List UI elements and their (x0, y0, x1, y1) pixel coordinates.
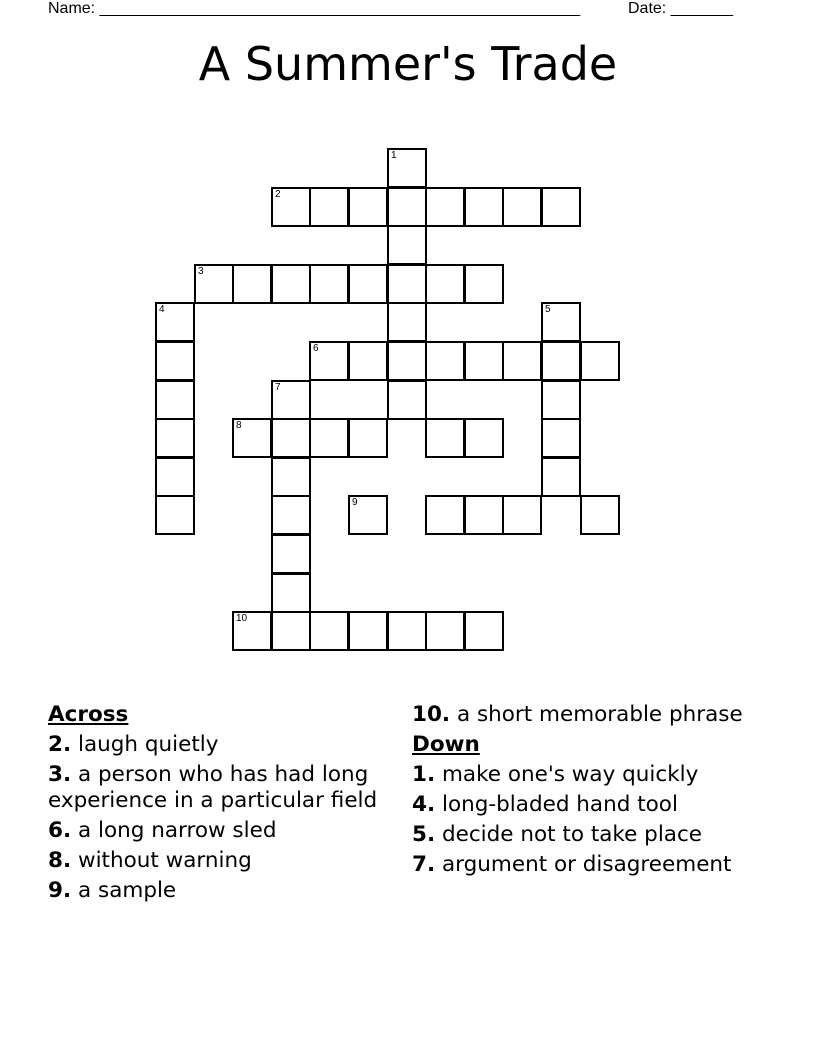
grid-cell[interactable] (387, 341, 427, 381)
name-field-label[interactable]: Name: ______________________________________________________ (48, 0, 581, 17)
grid-cell-3[interactable] (194, 264, 234, 304)
clue-number-label: 5 (545, 304, 551, 315)
clue-text: a person who has had long experience in a particular field (48, 762, 378, 813)
clues-column-left (48, 702, 388, 908)
clue-across-2 (48, 732, 388, 758)
grid-cell[interactable] (155, 495, 195, 535)
grid-cell-8[interactable] (232, 418, 272, 458)
clue-text: a sample (77, 878, 177, 903)
clue-number-label: 7 (275, 382, 281, 393)
clue-number: 3. (48, 762, 72, 787)
clue-number-label: 10 (236, 613, 248, 624)
across-heading: Across (48, 702, 129, 727)
grid-cell-5[interactable] (541, 302, 581, 342)
clue-number: 5. (412, 822, 436, 847)
grid-cell[interactable] (464, 611, 504, 651)
clue-number: 4. (412, 792, 436, 817)
grid-cell[interactable] (541, 418, 581, 458)
grid-cell[interactable] (387, 264, 427, 304)
grid-cell[interactable] (425, 418, 465, 458)
clue-number: 10. (412, 702, 451, 727)
grid-cell-10[interactable] (232, 611, 272, 651)
grid-cell[interactable] (232, 264, 272, 304)
clue-down-4 (412, 792, 762, 818)
grid-cell[interactable] (387, 380, 427, 420)
grid-cell[interactable] (155, 341, 195, 381)
grid-cell[interactable] (271, 534, 311, 574)
grid-cell[interactable] (387, 611, 427, 651)
clue-text: laugh quietly (77, 732, 219, 757)
grid-cell[interactable] (541, 341, 581, 381)
grid-cell-2[interactable] (271, 187, 311, 227)
clue-down-5 (412, 822, 762, 848)
grid-cell[interactable] (464, 341, 504, 381)
clue-text: a short memorable phrase (456, 702, 743, 727)
clue-number: 6. (48, 818, 72, 843)
grid-cell[interactable] (425, 611, 465, 651)
clue-text: argument or disagreement (441, 852, 732, 877)
grid-cell[interactable] (348, 264, 388, 304)
clue-number-label: 6 (313, 343, 319, 354)
clue-number: 8. (48, 848, 72, 873)
grid-cell[interactable] (309, 264, 349, 304)
grid-cell[interactable] (309, 611, 349, 651)
grid-cell[interactable] (502, 341, 542, 381)
grid-cell[interactable] (271, 418, 311, 458)
clue-across-9 (48, 878, 388, 904)
grid-cell[interactable] (271, 264, 311, 304)
grid-cell-9[interactable] (348, 495, 388, 535)
clue-number: 9. (48, 878, 72, 903)
down-heading: Down (412, 732, 480, 757)
grid-cell[interactable] (271, 457, 311, 497)
clue-number-label: 2 (275, 189, 281, 200)
grid-cell[interactable] (464, 495, 504, 535)
clue-number-label: 1 (391, 150, 397, 161)
date-field-label[interactable]: Date: _______ (628, 0, 733, 17)
clues-column-right (412, 702, 762, 882)
page-title: A Summer's Trade (198, 37, 618, 91)
grid-cell[interactable] (502, 495, 542, 535)
grid-cell[interactable] (155, 418, 195, 458)
clue-number-label: 3 (198, 266, 204, 277)
clue-number-label: 4 (159, 304, 165, 315)
clue-text: a long narrow sled (77, 818, 277, 843)
grid-cell[interactable] (541, 380, 581, 420)
grid-cell[interactable] (425, 341, 465, 381)
clue-number: 2. (48, 732, 72, 757)
grid-cell[interactable] (425, 495, 465, 535)
grid-cell-6[interactable] (309, 341, 349, 381)
grid-cell[interactable] (309, 187, 349, 227)
grid-cell[interactable] (348, 611, 388, 651)
grid-cell[interactable] (502, 187, 542, 227)
grid-cell[interactable] (387, 302, 427, 342)
grid-cell[interactable] (309, 418, 349, 458)
clue-across-6 (48, 818, 388, 844)
clue-across-3 (48, 762, 388, 814)
grid-cell[interactable] (580, 495, 620, 535)
clue-text: make one's way quickly (441, 762, 699, 787)
grid-cell[interactable] (155, 380, 195, 420)
grid-cell-7[interactable] (271, 380, 311, 420)
grid-cell[interactable] (387, 225, 427, 265)
clue-number: 1. (412, 762, 436, 787)
grid-cell[interactable] (387, 187, 427, 227)
clue-text: long-bladed hand tool (441, 792, 678, 817)
grid-cell[interactable] (271, 495, 311, 535)
clue-number-label: 8 (236, 420, 242, 431)
clue-text: without warning (77, 848, 252, 873)
grid-cell[interactable] (464, 264, 504, 304)
grid-cell[interactable] (348, 418, 388, 458)
grid-cell[interactable] (425, 187, 465, 227)
clue-across-10 (412, 702, 762, 728)
clue-number-label: 9 (352, 497, 358, 508)
grid-cell[interactable] (541, 187, 581, 227)
grid-cell[interactable] (425, 264, 465, 304)
clue-down-1 (412, 762, 762, 788)
clue-text: decide not to take place (441, 822, 703, 847)
grid-cell[interactable] (348, 341, 388, 381)
grid-cell[interactable] (580, 341, 620, 381)
grid-cell[interactable] (541, 457, 581, 497)
grid-cell[interactable] (348, 187, 388, 227)
grid-cell[interactable] (155, 457, 195, 497)
clue-across-8 (48, 848, 388, 874)
grid-cell[interactable] (271, 611, 311, 651)
grid-cell-1[interactable] (387, 148, 427, 188)
grid-cell[interactable] (464, 418, 504, 458)
clue-number: 7. (412, 852, 436, 877)
clue-down-7 (412, 852, 762, 878)
grid-cell-4[interactable] (155, 302, 195, 342)
grid-cell[interactable] (271, 573, 311, 613)
grid-cell[interactable] (464, 187, 504, 227)
